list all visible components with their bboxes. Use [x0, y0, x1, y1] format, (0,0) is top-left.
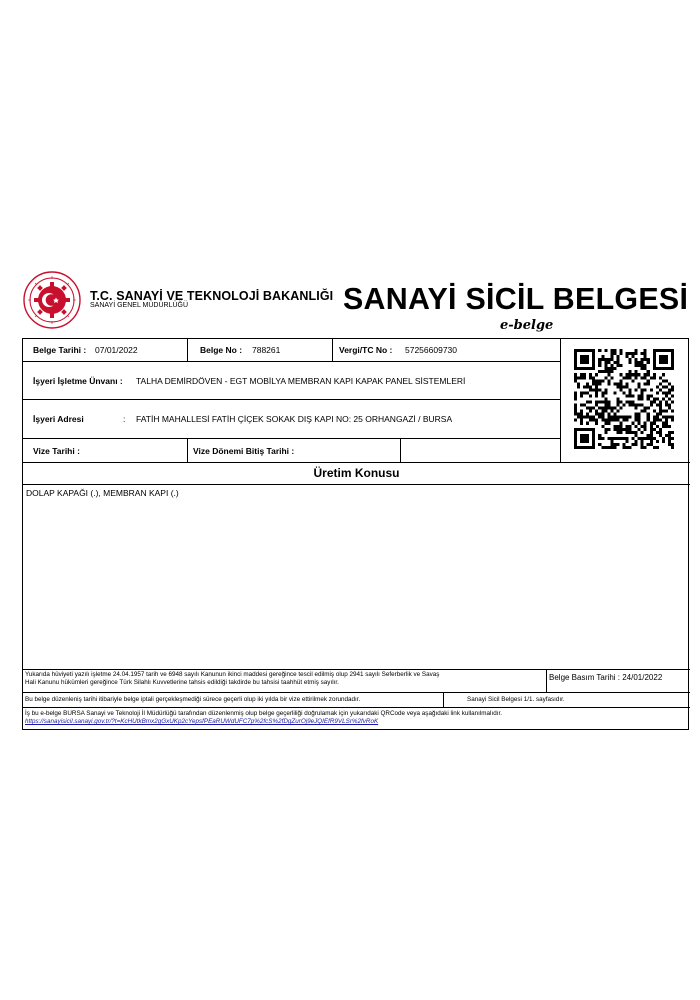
vize-tarihi-label: Vize Tarihi : — [33, 446, 80, 456]
print-date-value: 24/01/2022 — [622, 673, 663, 682]
verify-link[interactable]: https://sanayisicil.sanayi.gov.tr/?t=KcHUtkBmx2gGxUKp2cYepsfPEaRUWdUFC7p%2fcS%2fDgZurOj9eJQIEfR9VLSr%2fvRoK — [25, 718, 379, 725]
belge-tarihi-label: Belge Tarihi : — [33, 345, 87, 355]
ministry-subtitle: SANAYİ GENEL MÜDÜRLÜĞÜ — [90, 302, 189, 309]
print-date — [549, 673, 662, 682]
document-title: SANAYİ SİCİL BELGESİ — [343, 281, 689, 316]
vergi-value: 57256609730 — [405, 345, 458, 355]
production-title: Üretim Konusu — [313, 466, 400, 480]
verify-text: İş bu e-belge BURSA Sanayi ve Teknoloji İl Müdürlüğü tarafından düzenlenmiş olup belge geçerliliği doğrulamak için yukarıdaki QRCode veya aşağıdaki link kullanılmalıdır. — [25, 710, 502, 717]
vize-donemi-label: Vize Dönemi Bitiş Tarihi : — [193, 446, 295, 456]
validity-text: Bu belge düzenleniş tarihi itibariyle belge iptali gerçekleşmediği sürece geçerli olup iki yılda bir vize ettirilmek zorundadır. — [25, 696, 361, 703]
belge-no-value: 788261 — [252, 345, 281, 355]
legal-text-line2: Hali Kanunu hükümleri gereğince Türk Silahlı Kuvvetlerine tahsis edildiği takdirde bu tahsisi taahhüt etmiş sayılır. — [25, 679, 339, 686]
legal-text — [25, 671, 543, 687]
belge-tarihi-value: 07/01/2022 — [95, 345, 138, 355]
qr-code — [574, 349, 674, 449]
adres-value: FATİH MAHALLESİ FATİH ÇİÇEK SOKAK DIŞ KAPI NO: 25 ORHANGAZİ / BURSA — [136, 414, 453, 424]
page-info: Sanayi Sicil Belgesi 1/1. sayfasıdır. — [467, 696, 565, 703]
production-content: DOLAP KAPAĞI (.), MEMBRAN KAPI (.) — [26, 488, 179, 498]
ebelge-mark: e-belge — [500, 318, 554, 333]
unvan-value: TALHA DEMİRDÖVEN - EGT MOBİLYA MEMBRAN KAPI KAPAK PANEL SİSTEMLERİ — [136, 376, 466, 386]
legal-text-line1: Yukarıda hüviyeti yazılı işletme 24.04.1957 tarih ve 6948 sayılı Kanunun ikinci maddesi gereğince tescil edilmiş olup 2941 sayılı Seferberlik ve Savaş — [25, 671, 440, 678]
unvan-label: İşyeri İşletme Ünvanı : — [33, 376, 123, 386]
ministry-name: T.C. SANAYİ VE TEKNOLOJİ BAKANLIĞI — [90, 289, 334, 303]
adres-colon: : — [123, 414, 126, 424]
adres-label: İşyeri Adresi — [33, 414, 84, 424]
print-date-label: Belge Basım Tarihi : — [549, 673, 620, 682]
ministry-logo — [22, 270, 82, 330]
certificate-frame — [22, 338, 689, 730]
belge-no-label: Belge No : — [200, 345, 243, 355]
vergi-label: Vergi/TC No : — [339, 345, 393, 355]
